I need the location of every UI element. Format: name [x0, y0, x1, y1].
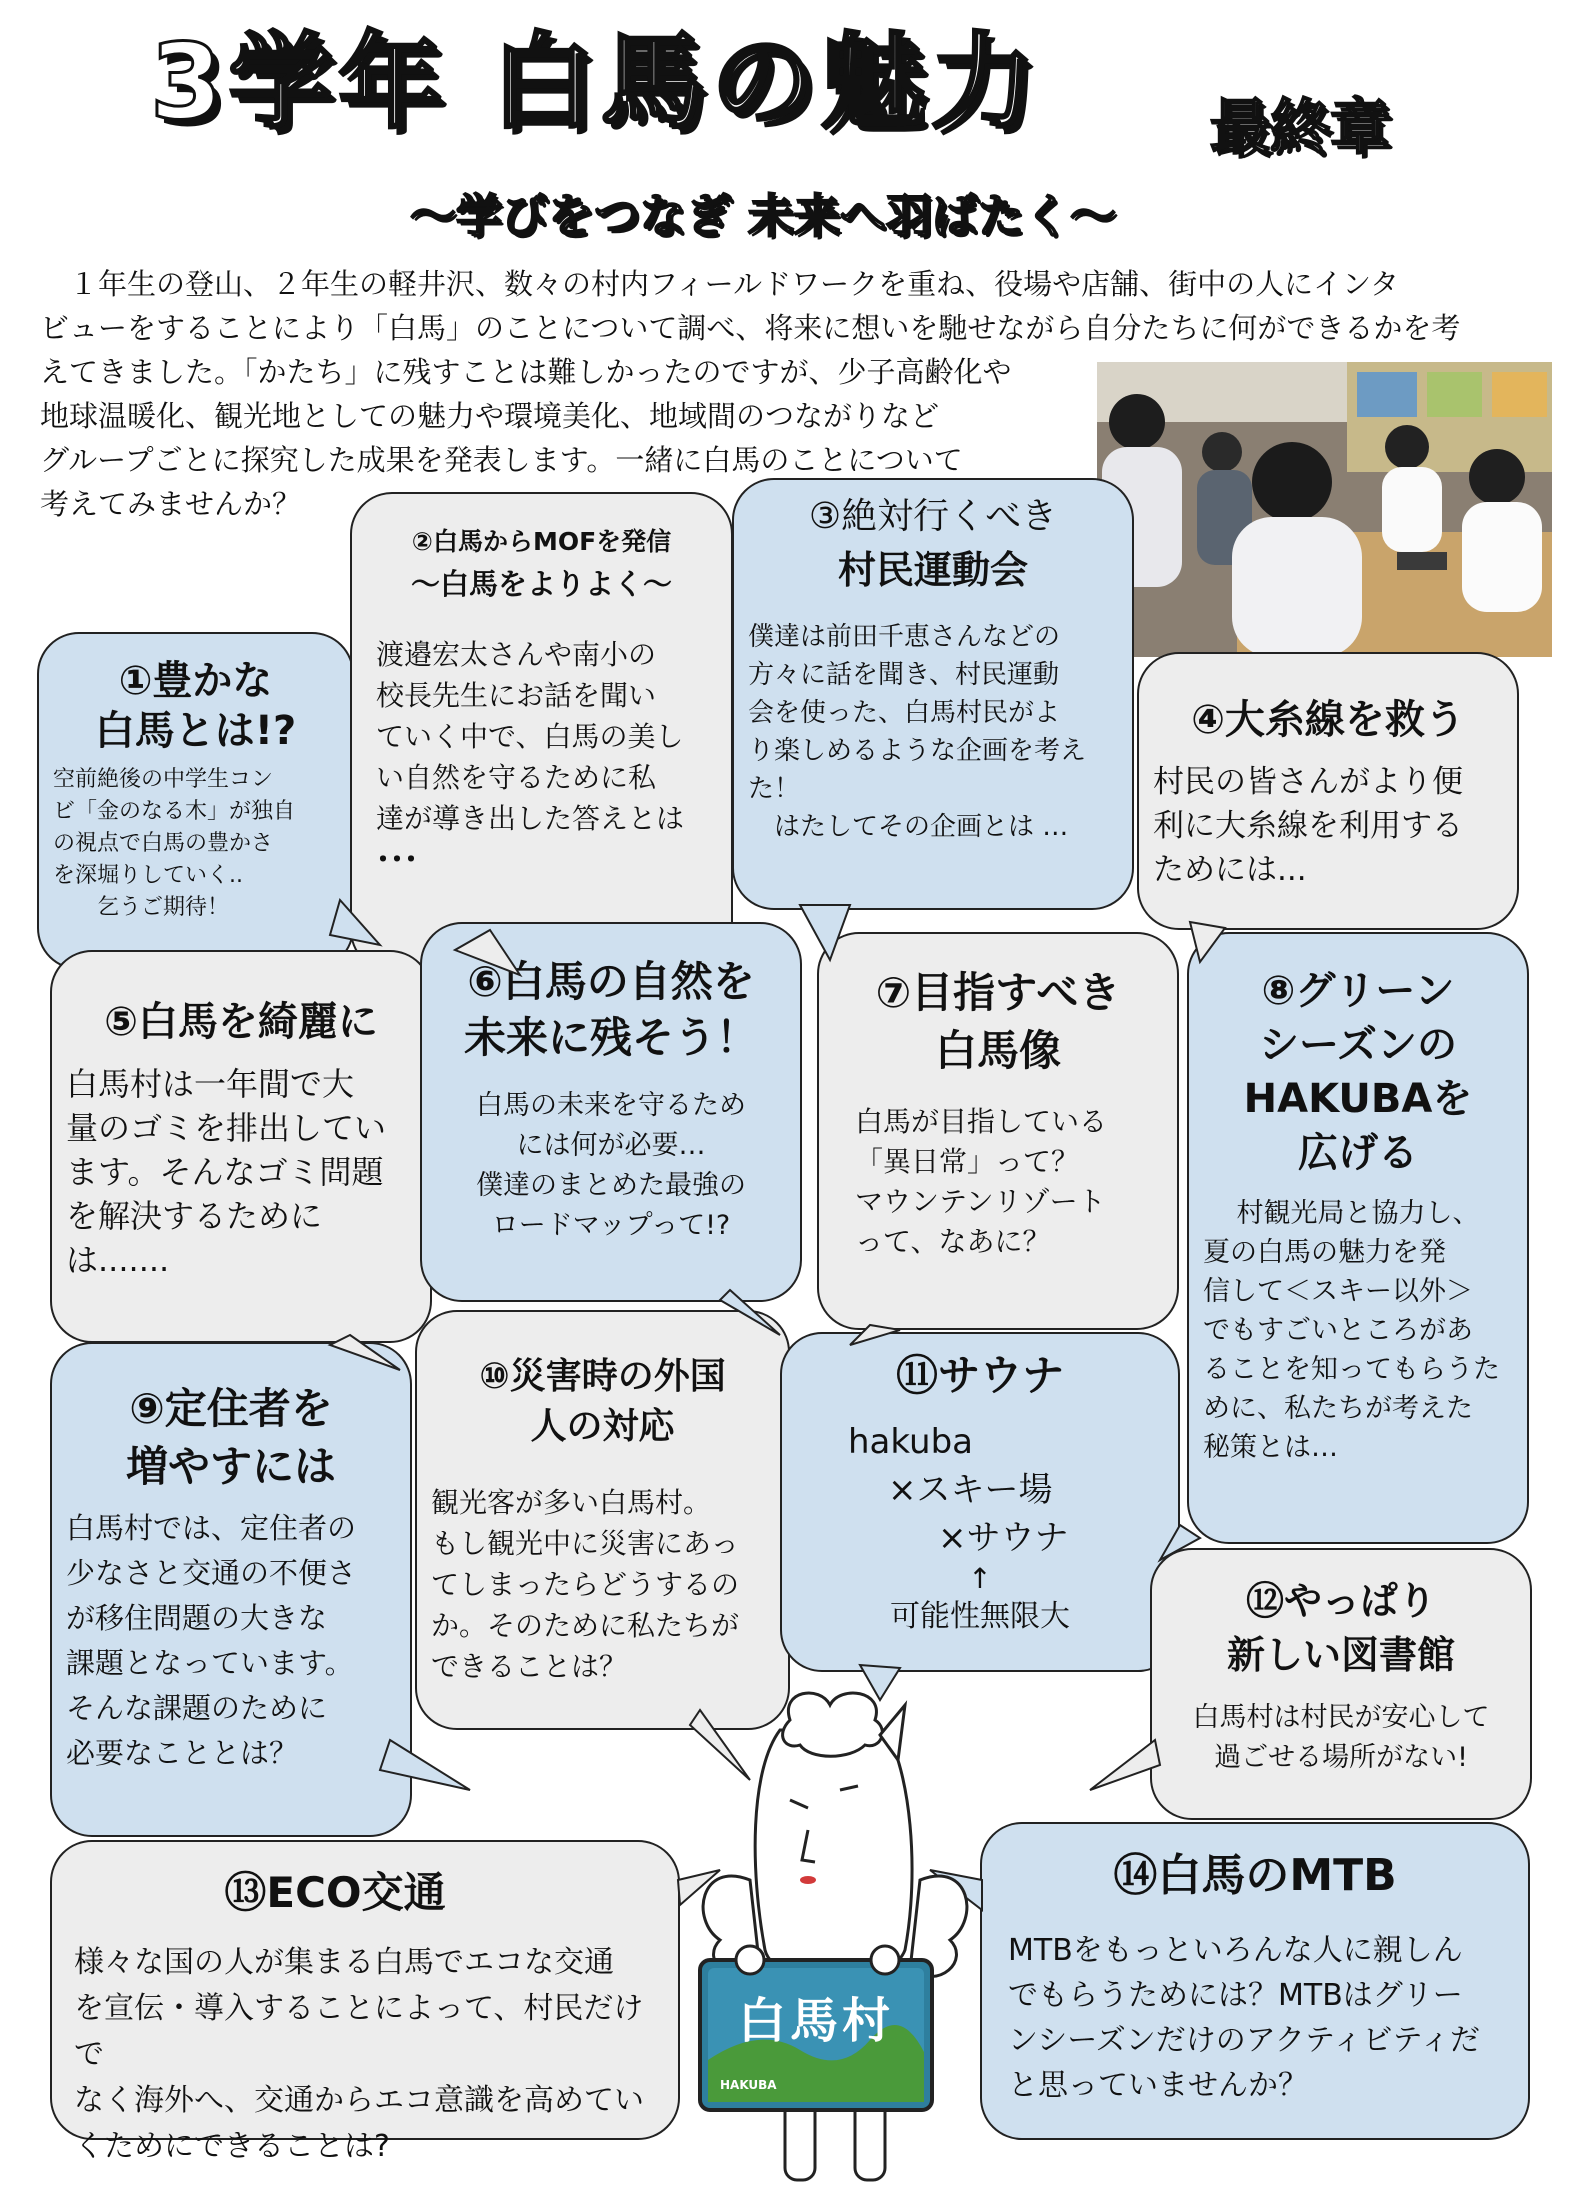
- sign-subtext: HAKUBA: [720, 2078, 777, 2092]
- bubble-body-line: 過ごせる場所がない!: [1214, 1742, 1468, 1773]
- bubble-body-line: ためには...: [1153, 852, 1307, 888]
- bubble-tail: [1090, 1740, 1160, 1790]
- bubble-body-line: 渡邉宏太さんや南小の: [376, 638, 657, 671]
- bubble-body-line: MTBをもっといろんな人に親しん: [1008, 1933, 1463, 1968]
- bubble-tail: [1190, 922, 1225, 962]
- bubble-body-line: 利に大糸線を利用する: [1153, 808, 1463, 844]
- bubble-body-line: 「異日常」って？: [855, 1145, 1080, 1178]
- bubble-body-line: 信して＜スキー以外＞: [1203, 1276, 1473, 1307]
- bubble-body-line: 夏の白馬の魅力を発: [1203, 1237, 1446, 1268]
- bubble-body-line: なく海外へ、交通からエコ意識を高めてい: [74, 2083, 644, 2118]
- bubble-body-line: 会を使った、白馬村民がよ: [748, 698, 1061, 728]
- intro-line: グループごとに探究した成果を発表します。一緒に白馬のことについて: [40, 443, 963, 477]
- bubble-body-line: 校長先生にお話を聞い: [376, 679, 657, 712]
- bubble-body-line: り楽しめるような企画を考え: [748, 736, 1087, 766]
- bubble-body-line: でもらうためには？MTBはグリー: [1008, 1978, 1463, 2013]
- bubble-title: ⑫やっぱり: [1245, 1579, 1436, 1623]
- bubble-title: 人の対応: [530, 1406, 675, 1447]
- bubble-body-line: た！: [748, 774, 801, 804]
- bubble-title: ⑭白馬のMTB: [1113, 1850, 1397, 1901]
- bubble-body-line: 必要なこととは？: [66, 1736, 299, 1770]
- bubble-tail: [800, 905, 850, 960]
- bubble-body-line: ×スキー場: [888, 1470, 1053, 1510]
- page-subtitle: ～学びをつなぎ 未来へ羽ばたく～: [410, 189, 1117, 243]
- bubble-body-line: 村民の皆さんがより便: [1153, 764, 1463, 800]
- bubble-body-line: ます。そんなゴミ問題: [66, 1153, 384, 1191]
- bubble-body-line: 白馬の未来を守るため: [476, 1090, 746, 1121]
- bubble-body-line: もし観光中に災害にあっ: [431, 1527, 739, 1560]
- bubble-title: ⑨定住者を: [129, 1384, 333, 1433]
- bubble-body-line: ていく中で、白馬の美し: [376, 720, 684, 753]
- bubble-tail: [850, 1325, 900, 1345]
- bubble-body-line: てしまったらどうするの: [431, 1568, 740, 1601]
- bubble-tail: [330, 900, 380, 945]
- bubble-body-line: めに、私たちが考えた: [1203, 1393, 1473, 1424]
- bubble-body-line: 白馬村は村民が安心して: [1192, 1702, 1490, 1733]
- bubble-body-line: と思っていませんか？: [1008, 2068, 1308, 2103]
- bubble-body-line: 僕達のまとめた最強の: [476, 1170, 746, 1201]
- bubble-body-line: ↑: [968, 1562, 992, 1595]
- bubble-title: ⑤白馬を綺麗に: [104, 999, 378, 1045]
- bubble-body-line: 観光客が多い白馬村。: [431, 1486, 712, 1519]
- bubble-title: ⑩災害時の外国: [479, 1356, 726, 1397]
- bubble-body-line: 白馬村では、定住者の: [66, 1511, 357, 1545]
- bubble-title: シーズンの: [1259, 1022, 1457, 1068]
- bubble-body-line: ロードマップって!?: [491, 1210, 731, 1241]
- bubble-body-line: 乞うご期待！: [53, 895, 230, 920]
- bubble-title: ⑬ECO交通: [224, 1868, 446, 1917]
- intro-line: 地球温暖化、観光地としての魅力や環境美化、地域間のつながりなど: [40, 399, 940, 433]
- bubble-title: ～白馬をよりよく～: [410, 567, 672, 601]
- bubble-title: ⑧グリーン: [1261, 968, 1455, 1014]
- intro-line: １年生の登山、２年生の軽井沢、数々の村内フィールドワークを重ね、役場や店舗、街中の人にインタ: [40, 267, 1399, 301]
- bubble-body-line: はたしてその企画とは …: [748, 812, 1069, 842]
- bubble-title: ④大糸線を救う: [1191, 697, 1465, 743]
- bubble-body-line: ×サウナ: [938, 1518, 1069, 1558]
- bubble-title: ②白馬からMOFを発信: [411, 527, 672, 556]
- bubble-body-line: 様々な国の人が集まる白馬でエコな交通: [74, 1945, 614, 1980]
- bubble-body-line: 少なさと交通の不便さ: [66, 1556, 357, 1590]
- bubble-body-line: 秘策とは…: [1203, 1432, 1338, 1463]
- bubble-body-line: 村観光局と協力し、: [1236, 1198, 1480, 1229]
- bubble-body-line: か。そのために私たちが: [431, 1609, 740, 1642]
- bubble-body-line: の視点で白馬の豊かさ: [53, 831, 274, 856]
- bubble-body-line: 僕達は前田千恵さんなどの: [748, 622, 1061, 652]
- bubble-title: ①豊かな: [118, 658, 273, 704]
- bubble-body-line: 白馬が目指している: [855, 1105, 1108, 1138]
- bubble-body-line: を解決するために: [66, 1197, 323, 1235]
- bubble-body-line: 白馬村は一年間で大: [66, 1065, 355, 1103]
- mascot-horse: [690, 1690, 980, 2190]
- bubble-body-line: ることを知ってもらうた: [1203, 1354, 1500, 1385]
- bubble-title: 増やすには: [125, 1442, 336, 1491]
- bubble-body-line: には何が必要…: [516, 1130, 706, 1161]
- bubble-body-line: できることは？: [431, 1650, 628, 1683]
- bubble-title: ⑪サウナ: [895, 1351, 1064, 1400]
- bubble-title: 白馬とは!?: [94, 708, 297, 754]
- bubble-body-line: くためにできることは?: [74, 2129, 390, 2164]
- horse-mascot-icon: [690, 1690, 980, 2190]
- bubble-body-line: 方々に話を聞き、村民運動: [748, 660, 1059, 690]
- sign-text: 白馬村: [737, 1993, 894, 2049]
- bubble-body-line: 量のゴミを排出してい: [66, 1109, 387, 1147]
- bubble-tail: [720, 1290, 780, 1335]
- intro-line: ビューをすることにより「白馬」のことについて調べ、将来に想いを馳せながら自分たちに何ができるかを考: [40, 311, 1461, 345]
- bubble-tail: [380, 1740, 470, 1790]
- bubble-title: 新しい図書館: [1226, 1633, 1455, 1677]
- bubble-title: ③絶対行くべき: [808, 496, 1058, 537]
- bubble-title: 白馬像: [934, 1026, 1061, 1075]
- bubble-body-line: ビ「金のなる木」が独自: [53, 799, 296, 824]
- bubble-body-line: 達が導き出した答えとは: [376, 802, 685, 835]
- bubble-body-line: マウンテンリゾート: [855, 1185, 1106, 1218]
- bubble-title: 広げる: [1298, 1130, 1418, 1176]
- bubble-body-line: 空前絶後の中学生コン: [53, 767, 274, 792]
- bubble-body-line: 課題となっています。: [66, 1646, 354, 1680]
- bubble-tail: [1160, 1525, 1200, 1560]
- bubble-body-line: が移住問題の大きな: [66, 1601, 328, 1635]
- bubble-title: 未来に残そう！: [463, 1013, 758, 1062]
- title-suffix: 最終章: [1210, 93, 1390, 163]
- bubble-title: ⑥白馬の自然を: [467, 957, 755, 1006]
- bubble-body-line: い自然を守るために私: [376, 761, 657, 794]
- bubble-tail: [330, 1335, 400, 1370]
- bubble-title: HAKUBAを: [1243, 1076, 1473, 1122]
- bubble-body-line: でもすごいところがあ: [1203, 1315, 1473, 1346]
- bubble-body-line: は.......: [66, 1241, 170, 1279]
- bubble-body-line: を深堀りしていく..: [53, 863, 243, 888]
- bubble-body-line: を宣伝・導入することによって、村民だけで: [74, 1991, 644, 2072]
- bubble-body-line: 可能性無限大: [890, 1599, 1070, 1634]
- bubble-title: 村民運動会: [837, 548, 1028, 592]
- bubble-title: ⑦目指すべき: [875, 968, 1121, 1017]
- page-title: 3学年 白馬の魅力: [150, 21, 1041, 143]
- intro-line: 考えてみませんか？: [40, 487, 302, 521]
- bubble-body-line: hakuba: [848, 1422, 973, 1462]
- bubble-tail: [455, 930, 520, 975]
- bubble-body-line: そんな課題のために: [66, 1691, 328, 1725]
- intro-line: えてきました。「かたち」に残すことは難しかったのですが、少子高齢化や: [40, 355, 1012, 389]
- bubble-body-line: って、なあに？: [855, 1225, 1051, 1258]
- bubble-body-line: ･･･: [376, 843, 419, 876]
- bubble-body-line: ンシーズンだけのアクティビティだ: [1008, 2023, 1481, 2058]
